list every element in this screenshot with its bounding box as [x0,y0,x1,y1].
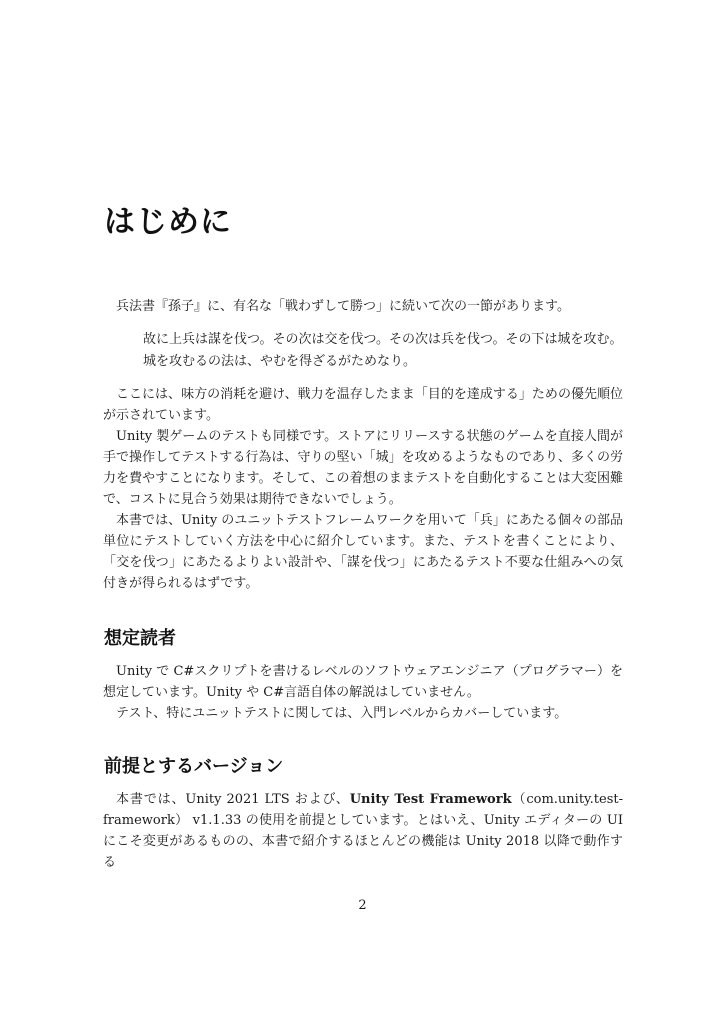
intro-text: 兵法書『孫子』に、有名な「戦わずして勝つ」に続いて次の一節があります。 [116,299,570,314]
text-run: （com.unity.test-framework） v1.1.33 の使用を前提としています。とはいえ、Unity エディターの UI にこそ変更があるものの、本書で紹介するほとんどの機能は Unity 2018 以降で動作する [103,792,623,870]
section-title-target-readers: 想定読者 [104,628,176,649]
paragraph [103,789,623,873]
paragraph: 本書では、Unity のユニットテストフレームワークを用いて「兵」にあたる個々の部品単位にテストしていく方法を中心に紹介しています。また、テストを書くことにより、「交を伐つ」にあたるよりよい設計や、「謀を伐つ」にあたるテスト不要な仕組みへの気付きが得られるはずです。 [103,513,623,591]
intro-paragraph [103,296,623,317]
chapter-title: はじめに [104,204,232,240]
blockquote [143,329,633,373]
text-run: 本書では、Unity 2021 LTS および、 [116,792,350,807]
paragraph: テスト、特にユニットテストに関しては、入門レベルからカバーしています。 [116,706,568,721]
quote-line: 城を攻むるの法は、やむを得ざるがためなり。 [143,354,417,369]
quote-line: 故に上兵は謀を伐つ。その次は交を伐つ。その次は兵を伐つ。その下は城を攻む。 [143,332,623,347]
page-number: 2 [358,898,367,913]
intro-body [103,384,623,594]
paragraph: Unity で C#スクリプトを書けるレベルのソフトウェアエンジニア（プログラマー）を想定しています。Unity や C#言語自体の解説はしていません。 [103,664,623,700]
paragraph: ここには、味方の消耗を避け、戦力を温存したまま「目的を達成する」ための優先順位が示されています。 [103,387,623,423]
section-body-target-readers [103,661,623,724]
bold-term: Unity Test Framework [349,792,512,807]
section-body-versions [103,789,623,873]
section-title-versions: 前提とするバージョン [104,756,284,777]
paragraph: Unity 製ゲームのテストも同様です。ストアにリリースする状態のゲームを直接人間が手で操作してテストする行為は、守りの堅い「城」を攻めるようなものであり、多くの労力を費やすことになります。そして、この着想のままテストを自動化することは大変困難で、コストに見合う効果は期待できないでしょう。 [103,429,623,507]
